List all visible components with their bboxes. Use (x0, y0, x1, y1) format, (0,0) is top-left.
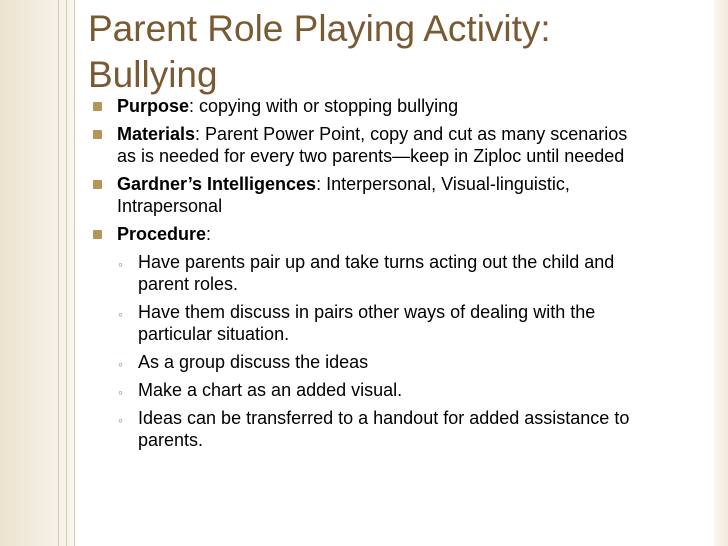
bullet-intelligences (92, 173, 632, 217)
bullet-text: : Parent Power Point, copy and cut as many scenarios as is needed for every two parents—keep in Ziploc until needed (117, 124, 628, 166)
bullet-procedure (92, 223, 632, 245)
procedure-step (92, 407, 632, 451)
bullet-text: : Interpersonal, Visual-linguistic, Intrapersonal (117, 174, 570, 216)
procedure-step (92, 379, 632, 401)
slide-title: Parent Role Playing Activity: Bullying (88, 8, 551, 95)
bullet-materials (92, 123, 632, 167)
step-text: Ideas can be transferred to a handout for added assistance to parents. (138, 408, 630, 450)
ring-bullet-icon: ◦ (118, 306, 123, 322)
ring-bullet-icon: ◦ (118, 412, 123, 428)
bullet-label: Purpose (117, 96, 190, 116)
ring-bullet-icon: ◦ (118, 256, 123, 272)
step-text: Make a chart as an added visual. (138, 380, 403, 400)
procedure-step (92, 251, 632, 295)
bullet-text: : copying with or stopping bullying (189, 96, 459, 116)
bullet-label: Gardner’s Intelligences (117, 174, 317, 194)
right-decor-edge (714, 0, 728, 546)
square-bullet-icon (93, 102, 102, 111)
step-text: Have parents pair up and take turns acting out the child and parent roles. (138, 252, 615, 294)
procedure-step (92, 301, 632, 345)
decor-line (58, 0, 59, 546)
square-bullet-icon (93, 180, 102, 189)
step-text: Have them discuss in pairs other ways of dealing with the particular situation. (138, 302, 596, 344)
left-decor-strip (0, 0, 74, 546)
decor-line (66, 0, 67, 546)
bullet-text: : (206, 224, 212, 244)
bullet-purpose (92, 95, 632, 117)
bullet-label: Materials (117, 124, 196, 144)
slide-content (92, 95, 632, 457)
ring-bullet-icon: ◦ (118, 356, 123, 372)
ring-bullet-icon: ◦ (118, 384, 123, 400)
step-text: As a group discuss the ideas (138, 352, 369, 372)
decor-line (74, 0, 75, 546)
procedure-step (92, 351, 632, 373)
bullet-label: Procedure (117, 224, 207, 244)
square-bullet-icon (93, 230, 102, 239)
square-bullet-icon (93, 130, 102, 139)
procedure-steps (92, 251, 632, 451)
